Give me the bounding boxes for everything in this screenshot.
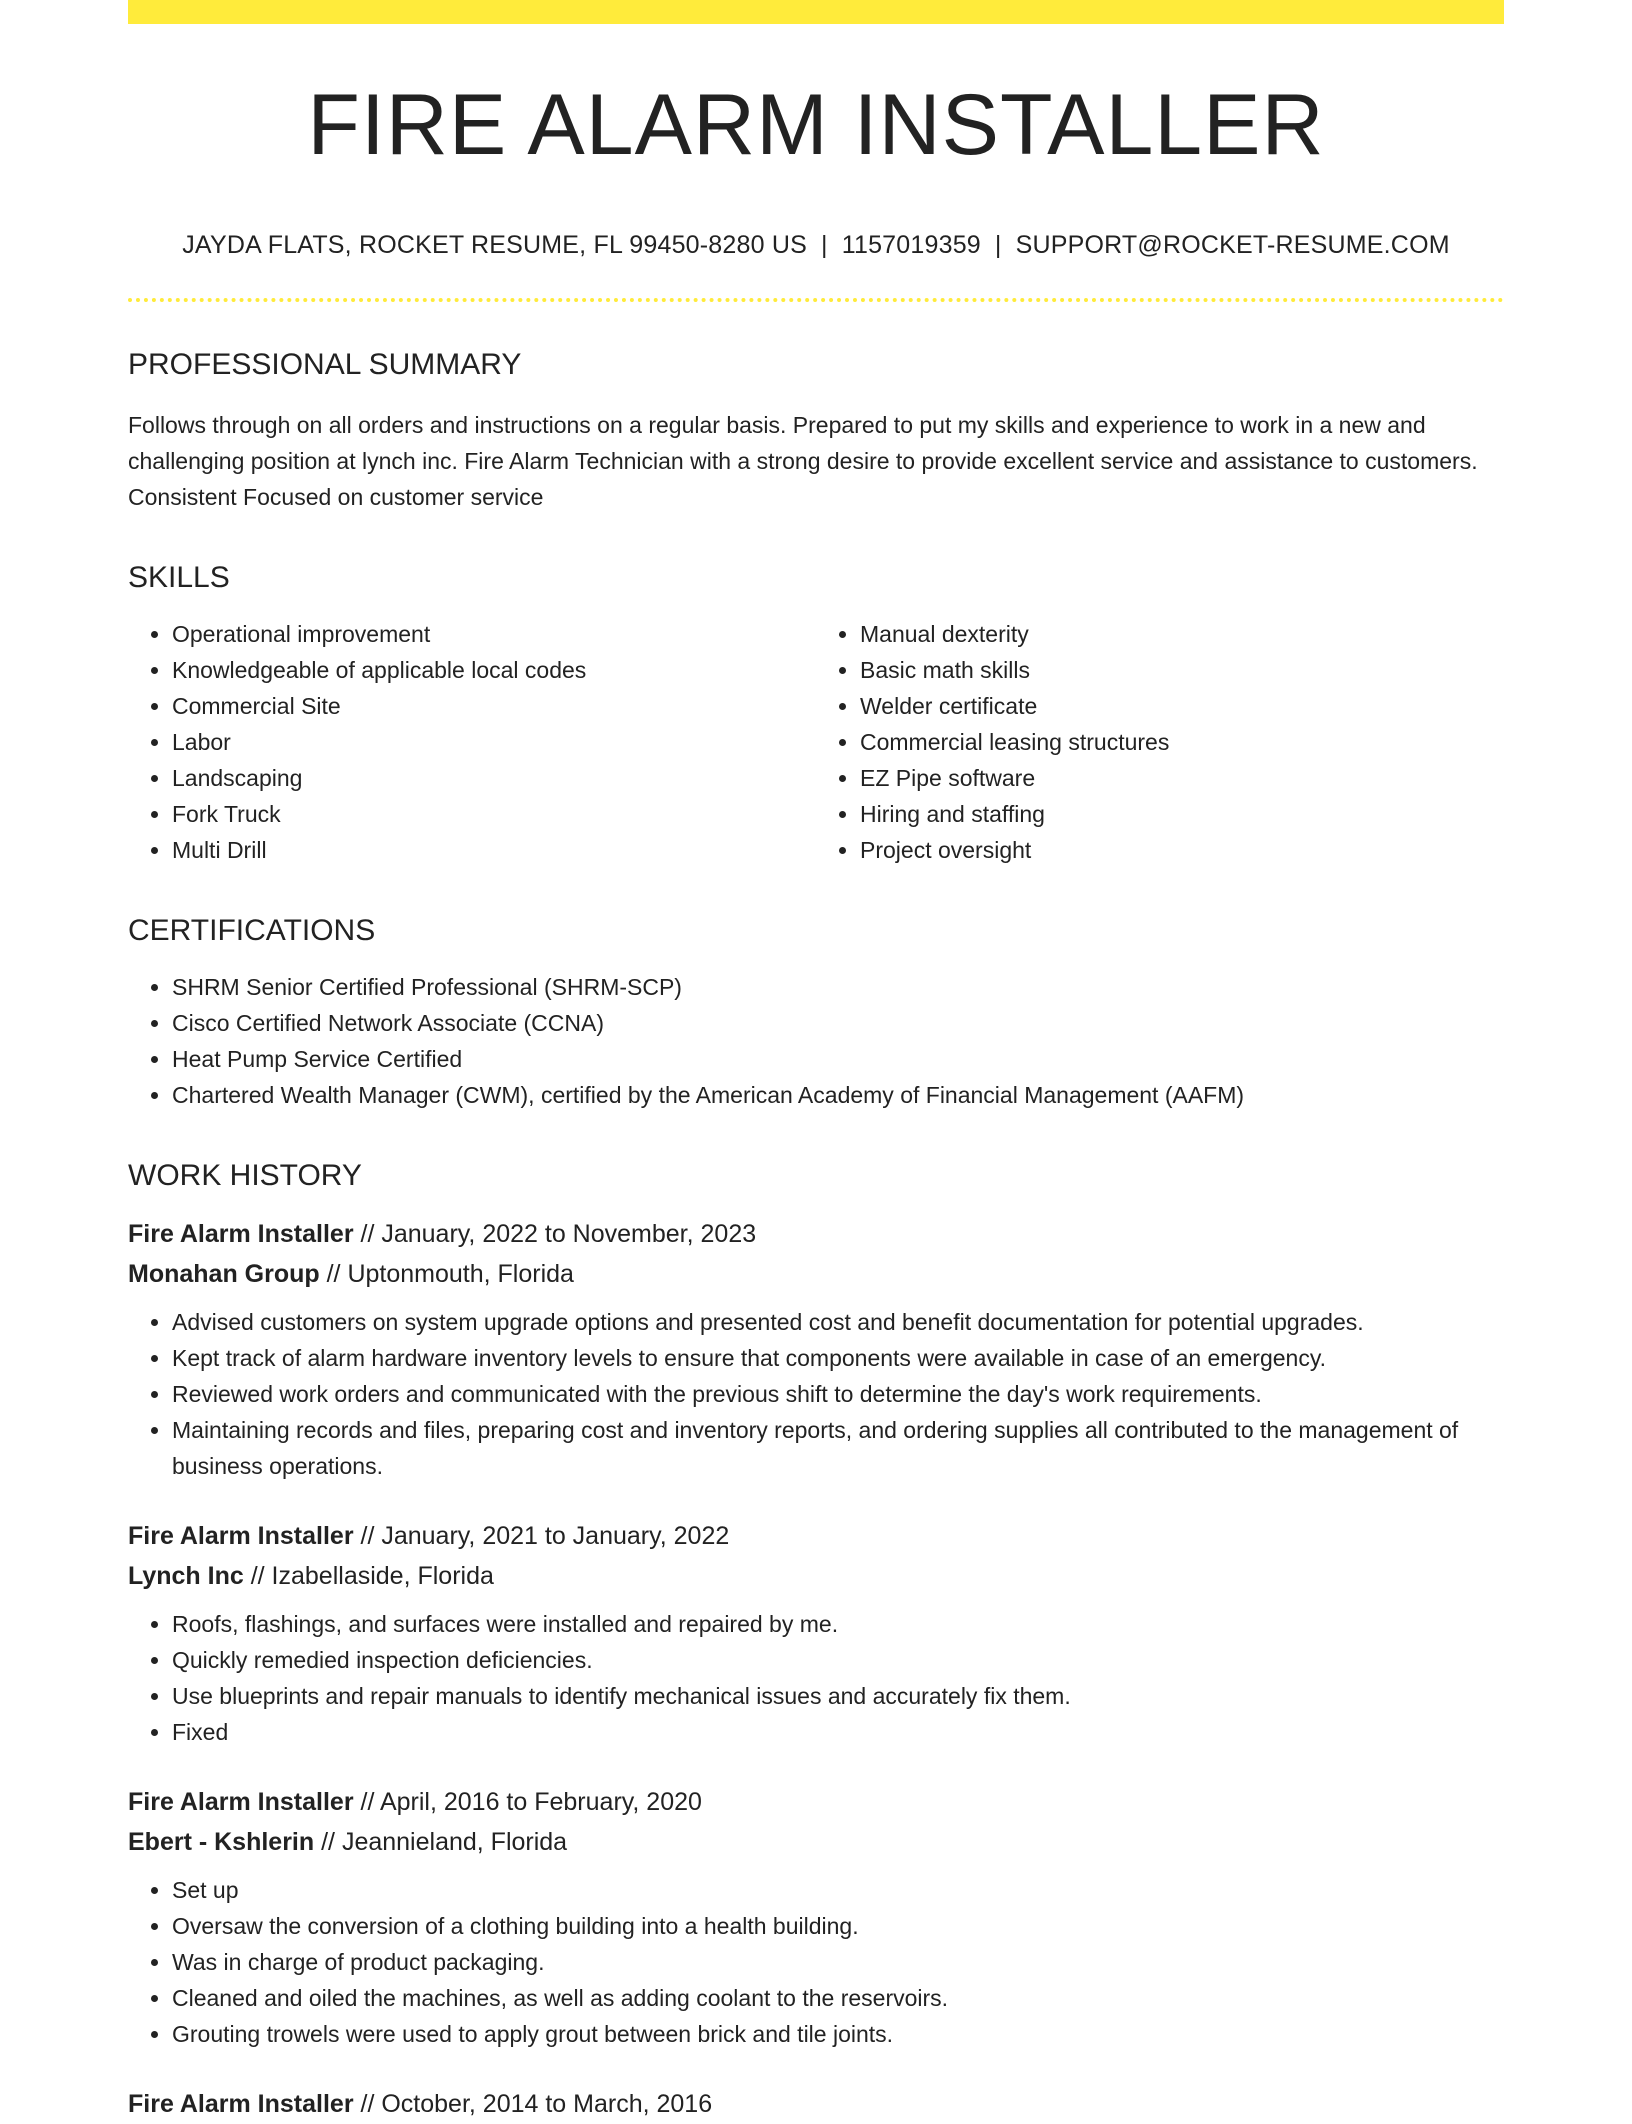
job-location: // Uptonmouth, Florida bbox=[319, 1260, 574, 1288]
job-entry bbox=[128, 1516, 1504, 1750]
address: JAYDA FLATS, ROCKET RESUME, FL 99450-8280 US bbox=[182, 231, 808, 259]
job-dates: // October, 2014 to March, 2016 bbox=[353, 2090, 713, 2118]
job-bullet: • Maintaining records and files, preparing cost and inventory reports, and ordering supplies all contributed to the management of business operations. bbox=[172, 1412, 1504, 1484]
job-title: Fire Alarm Installer bbox=[128, 2090, 354, 2118]
job-bullets bbox=[128, 1606, 1504, 1750]
email: SUPPORT@ROCKET-RESUME.COM bbox=[1015, 231, 1450, 259]
skill-item: • Commercial leasing structures bbox=[860, 724, 1504, 760]
job-bullet: • Quickly remedied inspection deficiencies. bbox=[172, 1642, 1504, 1678]
job-bullet: • Was in charge of product packaging. bbox=[172, 1944, 1504, 1980]
skill-item: • EZ Pipe software bbox=[860, 760, 1504, 796]
job-company-line bbox=[128, 1822, 1504, 1862]
certification-item: • Heat Pump Service Certified bbox=[172, 1041, 1504, 1077]
job-location: // Izabellaside, Florida bbox=[243, 1562, 494, 1590]
job-bullets bbox=[128, 1304, 1504, 1484]
job-bullet: • Use blueprints and repair manuals to identify mechanical issues and accurately fix them. bbox=[172, 1678, 1504, 1714]
skill-item: • Operational improvement bbox=[172, 616, 816, 652]
skill-item: • Knowledgeable of applicable local codes bbox=[172, 652, 816, 688]
job-title-line bbox=[128, 2084, 1504, 2124]
skill-item: • Basic math skills bbox=[860, 652, 1504, 688]
job-company: Lynch Inc bbox=[128, 1562, 244, 1590]
skill-item: • Commercial Site bbox=[172, 688, 816, 724]
work-history-heading: WORK HISTORY bbox=[128, 1159, 362, 1192]
job-location: // Jeannieland, Florida bbox=[314, 1828, 568, 1856]
separator: | bbox=[821, 231, 828, 259]
job-title-line bbox=[128, 1782, 1504, 1822]
phone: 1157019359 bbox=[841, 231, 981, 259]
job-bullet: • Advised customers on system upgrade options and presented cost and benefit documentation for potential upgrades. bbox=[172, 1304, 1504, 1340]
certifications-list bbox=[128, 969, 1504, 1113]
job-dates: // January, 2021 to January, 2022 bbox=[353, 1522, 730, 1550]
job-bullet: • Grouting trowels were used to apply grout between brick and tile joints. bbox=[172, 2016, 1504, 2052]
job-dates: // January, 2022 to November, 2023 bbox=[353, 1220, 757, 1248]
skill-item: • Hiring and staffing bbox=[860, 796, 1504, 832]
job-bullet: • Kept track of alarm hardware inventory levels to ensure that components were available in case of an emergency. bbox=[172, 1340, 1504, 1376]
job-bullet: • Cleaned and oiled the machines, as well as adding coolant to the reservoirs. bbox=[172, 1980, 1504, 2016]
accent-top-bar bbox=[128, 0, 1504, 24]
job-entry bbox=[128, 2084, 1504, 2124]
skills-heading: SKILLS bbox=[128, 561, 230, 594]
job-bullet: • Roofs, flashings, and surfaces were installed and repaired by me. bbox=[172, 1606, 1504, 1642]
job-title: Fire Alarm Installer bbox=[128, 1788, 354, 1816]
job-bullets bbox=[128, 1872, 1504, 2052]
job-company-line bbox=[128, 1254, 1504, 1294]
skills-columns bbox=[128, 616, 1504, 868]
summary-heading: PROFESSIONAL SUMMARY bbox=[128, 348, 522, 381]
certification-item: • SHRM Senior Certified Professional (SHRM-SCP) bbox=[172, 969, 1504, 1005]
skill-item: • Fork Truck bbox=[172, 796, 816, 832]
skill-item: • Landscaping bbox=[172, 760, 816, 796]
job-company-line bbox=[128, 1556, 1504, 1596]
job-entry bbox=[128, 1214, 1504, 1484]
certification-item: • Cisco Certified Network Associate (CCNA) bbox=[172, 1005, 1504, 1041]
skills-right-list bbox=[816, 616, 1504, 868]
skill-item: • Multi Drill bbox=[172, 832, 816, 868]
contact-line bbox=[128, 231, 1504, 260]
resume-page bbox=[128, 0, 1504, 2124]
resume-name: FIRE ALARM INSTALLER bbox=[307, 77, 1325, 173]
separator: | bbox=[994, 231, 1002, 259]
skills-left-list bbox=[128, 616, 816, 868]
summary-text: Follows through on all orders and instructions on a regular basis. Prepared to put my skills and experience to work in a new and challenging position at lynch inc. Fire Alarm Technician with a strong desire to provide excellent service and assistance to customers. Consistent Focused on customer service bbox=[128, 412, 1478, 510]
job-bullet: • Set up bbox=[172, 1872, 1504, 1908]
job-bullet: • Reviewed work orders and communicated with the previous shift to determine the day's work requirements. bbox=[172, 1376, 1504, 1412]
skill-item: • Project oversight bbox=[860, 832, 1504, 868]
job-bullet: • Fixed bbox=[172, 1714, 1504, 1750]
dotted-divider bbox=[128, 298, 1504, 302]
job-title-line bbox=[128, 1214, 1504, 1254]
skill-item: • Labor bbox=[172, 724, 816, 760]
skill-item: • Welder certificate bbox=[860, 688, 1504, 724]
job-company: Monahan Group bbox=[128, 1260, 320, 1288]
job-title: Fire Alarm Installer bbox=[128, 1522, 354, 1550]
job-bullet: • Oversaw the conversion of a clothing building into a health building. bbox=[172, 1908, 1504, 1944]
job-dates: // April, 2016 to February, 2020 bbox=[353, 1788, 702, 1816]
skill-item: • Manual dexterity bbox=[860, 616, 1504, 652]
job-title: Fire Alarm Installer bbox=[128, 1220, 354, 1248]
job-entry bbox=[128, 1782, 1504, 2052]
job-company: Ebert - Kshlerin bbox=[128, 1828, 315, 1856]
certification-item: • Chartered Wealth Manager (CWM), certified by the American Academy of Financial Management (AAFM) bbox=[172, 1077, 1504, 1113]
job-title-line bbox=[128, 1516, 1504, 1556]
certifications-heading: CERTIFICATIONS bbox=[128, 914, 376, 947]
